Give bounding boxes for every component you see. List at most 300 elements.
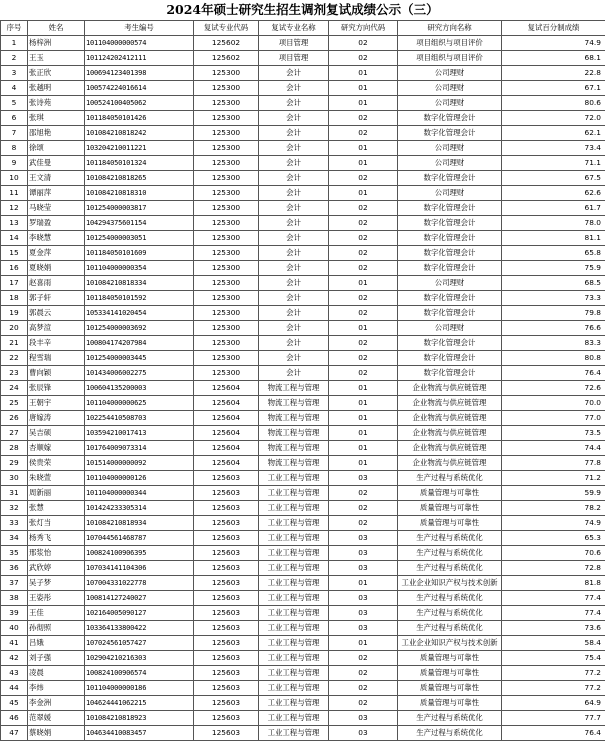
cell-exam-id: 100524100405062 bbox=[85, 96, 194, 111]
cell-direction-code: 02 bbox=[329, 216, 398, 231]
cell-exam-id: 102904210216303 bbox=[85, 651, 194, 666]
cell-name: 高梦渲 bbox=[28, 321, 85, 336]
cell-direction-code: 02 bbox=[329, 666, 398, 681]
cell-exam-id: 101104000000574 bbox=[85, 36, 194, 51]
cell-direction-name: 质量管理与可靠性 bbox=[398, 681, 502, 696]
header-major-name: 复试专业名称 bbox=[259, 21, 329, 36]
cell-name: 张慧 bbox=[28, 501, 85, 516]
cell-index: 31 bbox=[1, 486, 28, 501]
table-body bbox=[1, 36, 605, 741]
cell-name: 王姿彤 bbox=[28, 591, 85, 606]
table-row bbox=[1, 726, 605, 741]
cell-exam-id: 101084210818310 bbox=[85, 186, 194, 201]
cell-score: 77.0 bbox=[502, 411, 605, 426]
cell-major-name: 工业工程与管理 bbox=[259, 681, 329, 696]
table-row bbox=[1, 531, 605, 546]
cell-score: 74.9 bbox=[502, 516, 605, 531]
cell-major-code: 125603 bbox=[194, 696, 259, 711]
cell-index: 39 bbox=[1, 606, 28, 621]
table-row bbox=[1, 501, 605, 516]
cell-score: 72.6 bbox=[502, 381, 605, 396]
cell-index: 26 bbox=[1, 411, 28, 426]
cell-major-name: 会计 bbox=[259, 261, 329, 276]
cell-index: 3 bbox=[1, 66, 28, 81]
cell-direction-name: 工业企业知识产权与技术创新 bbox=[398, 636, 502, 651]
cell-direction-code: 02 bbox=[329, 111, 398, 126]
cell-exam-id: 105334141020454 bbox=[85, 306, 194, 321]
table-row bbox=[1, 36, 605, 51]
cell-major-name: 会计 bbox=[259, 306, 329, 321]
table-row bbox=[1, 66, 605, 81]
cell-major-code: 125604 bbox=[194, 381, 259, 396]
cell-index: 35 bbox=[1, 546, 28, 561]
table-row bbox=[1, 456, 605, 471]
cell-direction-code: 02 bbox=[329, 231, 398, 246]
cell-score: 80.6 bbox=[502, 96, 605, 111]
cell-major-code: 125604 bbox=[194, 396, 259, 411]
cell-score: 70.6 bbox=[502, 546, 605, 561]
cell-direction-name: 数字化管理会计 bbox=[398, 261, 502, 276]
cell-major-code: 125603 bbox=[194, 726, 259, 741]
cell-name: 王佳 bbox=[28, 606, 85, 621]
cell-score: 65.3 bbox=[502, 531, 605, 546]
cell-direction-name: 数字化管理会计 bbox=[398, 111, 502, 126]
cell-exam-id: 101104000000344 bbox=[85, 486, 194, 501]
cell-score: 70.0 bbox=[502, 396, 605, 411]
cell-exam-id: 101084210818265 bbox=[85, 171, 194, 186]
cell-index: 7 bbox=[1, 126, 28, 141]
cell-major-name: 会计 bbox=[259, 111, 329, 126]
cell-name: 吴吉硕 bbox=[28, 426, 85, 441]
cell-name: 武佳曼 bbox=[28, 156, 85, 171]
cell-index: 20 bbox=[1, 321, 28, 336]
cell-direction-name: 数字化管理会计 bbox=[398, 126, 502, 141]
cell-exam-id: 103364133800422 bbox=[85, 621, 194, 636]
table-row bbox=[1, 231, 605, 246]
cell-major-name: 物流工程与管理 bbox=[259, 456, 329, 471]
cell-direction-name: 企业物流与供应链管理 bbox=[398, 456, 502, 471]
cell-index: 40 bbox=[1, 621, 28, 636]
cell-score: 73.3 bbox=[502, 291, 605, 306]
cell-name: 范翠媛 bbox=[28, 711, 85, 726]
cell-direction-name: 企业物流与供应链管理 bbox=[398, 381, 502, 396]
cell-name: 吴子梦 bbox=[28, 576, 85, 591]
header-major-code: 复试专业代码 bbox=[194, 21, 259, 36]
cell-index: 21 bbox=[1, 336, 28, 351]
cell-name: 赵喜雨 bbox=[28, 276, 85, 291]
cell-major-name: 会计 bbox=[259, 201, 329, 216]
cell-major-code: 125300 bbox=[194, 336, 259, 351]
cell-direction-name: 公司理财 bbox=[398, 66, 502, 81]
cell-major-code: 125300 bbox=[194, 171, 259, 186]
cell-major-code: 125300 bbox=[194, 216, 259, 231]
cell-major-code: 125604 bbox=[194, 426, 259, 441]
cell-index: 28 bbox=[1, 441, 28, 456]
cell-major-code: 125604 bbox=[194, 456, 259, 471]
cell-major-name: 会计 bbox=[259, 366, 329, 381]
cell-score: 79.8 bbox=[502, 306, 605, 321]
table-row bbox=[1, 276, 605, 291]
results-table bbox=[0, 20, 605, 741]
cell-score: 78.2 bbox=[502, 501, 605, 516]
cell-name: 夏金萍 bbox=[28, 246, 85, 261]
cell-direction-code: 01 bbox=[329, 186, 398, 201]
cell-index: 13 bbox=[1, 216, 28, 231]
cell-exam-id: 101104000000354 bbox=[85, 261, 194, 276]
cell-major-code: 125603 bbox=[194, 651, 259, 666]
cell-major-code: 125300 bbox=[194, 291, 259, 306]
cell-major-code: 125603 bbox=[194, 501, 259, 516]
cell-index: 33 bbox=[1, 516, 28, 531]
cell-major-code: 125300 bbox=[194, 306, 259, 321]
table-row bbox=[1, 576, 605, 591]
cell-score: 81.8 bbox=[502, 576, 605, 591]
cell-index: 8 bbox=[1, 141, 28, 156]
cell-major-code: 125603 bbox=[194, 636, 259, 651]
cell-major-code: 125603 bbox=[194, 681, 259, 696]
cell-score: 62.1 bbox=[502, 126, 605, 141]
table-row bbox=[1, 606, 605, 621]
cell-name: 杨秀飞 bbox=[28, 531, 85, 546]
cell-major-name: 工业工程与管理 bbox=[259, 471, 329, 486]
cell-name: 邵旭艳 bbox=[28, 126, 85, 141]
cell-index: 23 bbox=[1, 366, 28, 381]
cell-index: 12 bbox=[1, 201, 28, 216]
cell-name: 张辰锋 bbox=[28, 381, 85, 396]
cell-exam-id: 101124202412111 bbox=[85, 51, 194, 66]
cell-major-code: 125603 bbox=[194, 576, 259, 591]
cell-name: 蔡晓娟 bbox=[28, 726, 85, 741]
cell-name: 杨梓洲 bbox=[28, 36, 85, 51]
cell-score: 73.6 bbox=[502, 621, 605, 636]
cell-index: 17 bbox=[1, 276, 28, 291]
cell-score: 71.2 bbox=[502, 471, 605, 486]
cell-direction-name: 生产过程与系统优化 bbox=[398, 531, 502, 546]
cell-name: 孙彻照 bbox=[28, 621, 85, 636]
cell-direction-code: 02 bbox=[329, 501, 398, 516]
cell-direction-name: 数字化管理会计 bbox=[398, 291, 502, 306]
table-row bbox=[1, 321, 605, 336]
cell-exam-id: 101254000003817 bbox=[85, 201, 194, 216]
cell-direction-code: 01 bbox=[329, 636, 398, 651]
cell-direction-code: 03 bbox=[329, 561, 398, 576]
cell-index: 24 bbox=[1, 381, 28, 396]
cell-exam-id: 101254000003445 bbox=[85, 351, 194, 366]
cell-index: 38 bbox=[1, 591, 28, 606]
cell-exam-id: 101104000000625 bbox=[85, 396, 194, 411]
table-row bbox=[1, 651, 605, 666]
cell-direction-code: 01 bbox=[329, 381, 398, 396]
table-row bbox=[1, 126, 605, 141]
cell-direction-name: 数字化管理会计 bbox=[398, 351, 502, 366]
cell-direction-name: 公司理财 bbox=[398, 81, 502, 96]
cell-index: 9 bbox=[1, 156, 28, 171]
cell-index: 29 bbox=[1, 456, 28, 471]
cell-name: 邢浆怡 bbox=[28, 546, 85, 561]
cell-score: 77.7 bbox=[502, 711, 605, 726]
cell-score: 83.3 bbox=[502, 336, 605, 351]
cell-index: 11 bbox=[1, 186, 28, 201]
table-row bbox=[1, 306, 605, 321]
cell-major-code: 125300 bbox=[194, 201, 259, 216]
cell-direction-code: 02 bbox=[329, 201, 398, 216]
cell-index: 1 bbox=[1, 36, 28, 51]
cell-direction-name: 企业物流与供应链管理 bbox=[398, 441, 502, 456]
cell-major-code: 125603 bbox=[194, 531, 259, 546]
cell-major-name: 会计 bbox=[259, 216, 329, 231]
cell-score: 77.8 bbox=[502, 456, 605, 471]
cell-name: 吕娥 bbox=[28, 636, 85, 651]
table-row bbox=[1, 111, 605, 126]
table-row bbox=[1, 366, 605, 381]
cell-direction-name: 数字化管理会计 bbox=[398, 201, 502, 216]
cell-exam-id: 101104000000126 bbox=[85, 471, 194, 486]
cell-direction-code: 01 bbox=[329, 96, 398, 111]
cell-major-name: 工业工程与管理 bbox=[259, 636, 329, 651]
cell-direction-name: 生产过程与系统优化 bbox=[398, 591, 502, 606]
cell-exam-id: 101764009073314 bbox=[85, 441, 194, 456]
cell-direction-code: 02 bbox=[329, 351, 398, 366]
cell-major-code: 125603 bbox=[194, 486, 259, 501]
cell-major-name: 工业工程与管理 bbox=[259, 501, 329, 516]
cell-direction-code: 01 bbox=[329, 321, 398, 336]
cell-major-name: 会计 bbox=[259, 96, 329, 111]
cell-name: 王朝宇 bbox=[28, 396, 85, 411]
cell-exam-id: 100814127240027 bbox=[85, 591, 194, 606]
cell-index: 32 bbox=[1, 501, 28, 516]
cell-direction-code: 01 bbox=[329, 276, 398, 291]
cell-name: 郭子轩 bbox=[28, 291, 85, 306]
cell-direction-code: 03 bbox=[329, 621, 398, 636]
cell-index: 18 bbox=[1, 291, 28, 306]
table-row bbox=[1, 546, 605, 561]
cell-major-code: 125603 bbox=[194, 711, 259, 726]
cell-major-name: 工业工程与管理 bbox=[259, 651, 329, 666]
cell-exam-id: 100574224016614 bbox=[85, 81, 194, 96]
header-row bbox=[1, 21, 605, 36]
cell-exam-id: 100824100906395 bbox=[85, 546, 194, 561]
cell-direction-code: 02 bbox=[329, 651, 398, 666]
cell-direction-code: 01 bbox=[329, 81, 398, 96]
cell-index: 16 bbox=[1, 261, 28, 276]
cell-name: 杏顺嫁 bbox=[28, 441, 85, 456]
cell-score: 68.1 bbox=[502, 51, 605, 66]
cell-index: 4 bbox=[1, 81, 28, 96]
cell-name: 王玉 bbox=[28, 51, 85, 66]
cell-direction-code: 01 bbox=[329, 426, 398, 441]
table-row bbox=[1, 471, 605, 486]
cell-exam-id: 101084210818923 bbox=[85, 711, 194, 726]
table-row bbox=[1, 666, 605, 681]
cell-major-name: 会计 bbox=[259, 126, 329, 141]
cell-index: 6 bbox=[1, 111, 28, 126]
cell-exam-id: 103204210011221 bbox=[85, 141, 194, 156]
cell-major-code: 125300 bbox=[194, 246, 259, 261]
cell-direction-name: 项目组织与项目评价 bbox=[398, 51, 502, 66]
cell-exam-id: 102164005090127 bbox=[85, 606, 194, 621]
cell-major-name: 会计 bbox=[259, 276, 329, 291]
cell-direction-code: 03 bbox=[329, 471, 398, 486]
cell-major-name: 物流工程与管理 bbox=[259, 426, 329, 441]
cell-major-code: 125300 bbox=[194, 81, 259, 96]
cell-index: 15 bbox=[1, 246, 28, 261]
cell-exam-id: 101254000003051 bbox=[85, 231, 194, 246]
cell-direction-code: 01 bbox=[329, 456, 398, 471]
cell-index: 46 bbox=[1, 711, 28, 726]
cell-score: 58.4 bbox=[502, 636, 605, 651]
cell-direction-name: 生产过程与系统优化 bbox=[398, 621, 502, 636]
cell-major-code: 125603 bbox=[194, 591, 259, 606]
cell-name: 罗瑞盈 bbox=[28, 216, 85, 231]
cell-direction-code: 02 bbox=[329, 516, 398, 531]
cell-major-code: 125603 bbox=[194, 561, 259, 576]
cell-major-name: 会计 bbox=[259, 291, 329, 306]
cell-exam-id: 101184050101426 bbox=[85, 111, 194, 126]
table-row bbox=[1, 411, 605, 426]
table-row bbox=[1, 291, 605, 306]
cell-direction-name: 数字化管理会计 bbox=[398, 366, 502, 381]
cell-direction-name: 质量管理与可靠性 bbox=[398, 501, 502, 516]
page-title: 2024年硕士研究生招生调剂复试成绩公示（三） bbox=[166, 2, 439, 17]
cell-major-code: 125300 bbox=[194, 66, 259, 81]
table-row bbox=[1, 216, 605, 231]
cell-exam-id: 104624441062215 bbox=[85, 696, 194, 711]
cell-exam-id: 101084210818334 bbox=[85, 276, 194, 291]
cell-exam-id: 107004331022778 bbox=[85, 576, 194, 591]
cell-exam-id: 100604135200003 bbox=[85, 381, 194, 396]
table-row bbox=[1, 636, 605, 651]
cell-score: 74.4 bbox=[502, 441, 605, 456]
cell-major-name: 会计 bbox=[259, 336, 329, 351]
cell-major-name: 会计 bbox=[259, 156, 329, 171]
table-row bbox=[1, 171, 605, 186]
table-row bbox=[1, 696, 605, 711]
table-row bbox=[1, 336, 605, 351]
cell-direction-name: 数字化管理会计 bbox=[398, 246, 502, 261]
table-row bbox=[1, 621, 605, 636]
cell-major-code: 125300 bbox=[194, 126, 259, 141]
cell-exam-id: 104294375601154 bbox=[85, 216, 194, 231]
table-row bbox=[1, 156, 605, 171]
cell-major-name: 会计 bbox=[259, 81, 329, 96]
cell-score: 77.4 bbox=[502, 606, 605, 621]
table-row bbox=[1, 201, 605, 216]
header-index: 序号 bbox=[1, 21, 28, 36]
cell-direction-code: 03 bbox=[329, 711, 398, 726]
table-row bbox=[1, 141, 605, 156]
cell-index: 34 bbox=[1, 531, 28, 546]
cell-major-name: 会计 bbox=[259, 231, 329, 246]
cell-major-name: 工业工程与管理 bbox=[259, 606, 329, 621]
header-direction-name: 研究方向名称 bbox=[398, 21, 502, 36]
cell-direction-name: 质量管理与可靠性 bbox=[398, 486, 502, 501]
cell-major-name: 会计 bbox=[259, 171, 329, 186]
cell-exam-id: 101184050101609 bbox=[85, 246, 194, 261]
cell-major-code: 125603 bbox=[194, 666, 259, 681]
cell-direction-code: 01 bbox=[329, 396, 398, 411]
table-row bbox=[1, 396, 605, 411]
cell-name: 王文清 bbox=[28, 171, 85, 186]
cell-name: 徐颂 bbox=[28, 141, 85, 156]
cell-name: 张正欣 bbox=[28, 66, 85, 81]
cell-name: 张越明 bbox=[28, 81, 85, 96]
cell-name: 武欣婷 bbox=[28, 561, 85, 576]
cell-exam-id: 101434006002275 bbox=[85, 366, 194, 381]
table-row bbox=[1, 486, 605, 501]
cell-major-name: 物流工程与管理 bbox=[259, 441, 329, 456]
cell-exam-id: 101254000003692 bbox=[85, 321, 194, 336]
cell-direction-code: 02 bbox=[329, 366, 398, 381]
cell-direction-name: 公司理财 bbox=[398, 186, 502, 201]
cell-major-name: 会计 bbox=[259, 66, 329, 81]
cell-major-name: 物流工程与管理 bbox=[259, 396, 329, 411]
cell-direction-name: 企业物流与供应链管理 bbox=[398, 411, 502, 426]
cell-exam-id: 104634410083457 bbox=[85, 726, 194, 741]
cell-direction-name: 公司理财 bbox=[398, 96, 502, 111]
cell-name: 侯贵荣 bbox=[28, 456, 85, 471]
cell-major-code: 125603 bbox=[194, 471, 259, 486]
cell-score: 78.0 bbox=[502, 216, 605, 231]
cell-major-name: 会计 bbox=[259, 321, 329, 336]
cell-index: 36 bbox=[1, 561, 28, 576]
cell-name: 李炜 bbox=[28, 681, 85, 696]
cell-exam-id: 101184050101324 bbox=[85, 156, 194, 171]
header-exam-id: 考生编号 bbox=[85, 21, 194, 36]
cell-exam-id: 101424233305314 bbox=[85, 501, 194, 516]
cell-direction-name: 公司理财 bbox=[398, 141, 502, 156]
cell-name: 曹向颖 bbox=[28, 366, 85, 381]
cell-major-code: 125300 bbox=[194, 156, 259, 171]
cell-direction-name: 质量管理与可靠性 bbox=[398, 666, 502, 681]
header-score: 复试百分制成绩 bbox=[502, 21, 605, 36]
cell-major-code: 125300 bbox=[194, 141, 259, 156]
cell-major-code: 125602 bbox=[194, 51, 259, 66]
cell-score: 76.4 bbox=[502, 366, 605, 381]
table-row bbox=[1, 426, 605, 441]
cell-index: 10 bbox=[1, 171, 28, 186]
cell-major-code: 125300 bbox=[194, 96, 259, 111]
cell-score: 76.4 bbox=[502, 726, 605, 741]
cell-direction-code: 01 bbox=[329, 576, 398, 591]
cell-direction-name: 数字化管理会计 bbox=[398, 336, 502, 351]
cell-index: 19 bbox=[1, 306, 28, 321]
cell-score: 22.8 bbox=[502, 66, 605, 81]
table-row bbox=[1, 261, 605, 276]
table-row bbox=[1, 81, 605, 96]
cell-name: 周新丽 bbox=[28, 486, 85, 501]
cell-major-code: 125300 bbox=[194, 111, 259, 126]
cell-direction-name: 公司理财 bbox=[398, 276, 502, 291]
cell-score: 77.2 bbox=[502, 681, 605, 696]
cell-score: 64.9 bbox=[502, 696, 605, 711]
cell-major-name: 项目管理 bbox=[259, 36, 329, 51]
cell-direction-name: 生产过程与系统优化 bbox=[398, 726, 502, 741]
cell-major-name: 工业工程与管理 bbox=[259, 576, 329, 591]
cell-name: 朱晓萱 bbox=[28, 471, 85, 486]
cell-major-name: 工业工程与管理 bbox=[259, 486, 329, 501]
cell-exam-id: 101104000000186 bbox=[85, 681, 194, 696]
cell-exam-id: 107044561468787 bbox=[85, 531, 194, 546]
cell-exam-id: 100694123401398 bbox=[85, 66, 194, 81]
cell-index: 5 bbox=[1, 96, 28, 111]
cell-direction-name: 质量管理与可靠性 bbox=[398, 516, 502, 531]
cell-direction-name: 数字化管理会计 bbox=[398, 231, 502, 246]
cell-direction-code: 02 bbox=[329, 681, 398, 696]
table-row bbox=[1, 186, 605, 201]
cell-score: 67.1 bbox=[502, 81, 605, 96]
cell-major-code: 125300 bbox=[194, 351, 259, 366]
cell-index: 47 bbox=[1, 726, 28, 741]
